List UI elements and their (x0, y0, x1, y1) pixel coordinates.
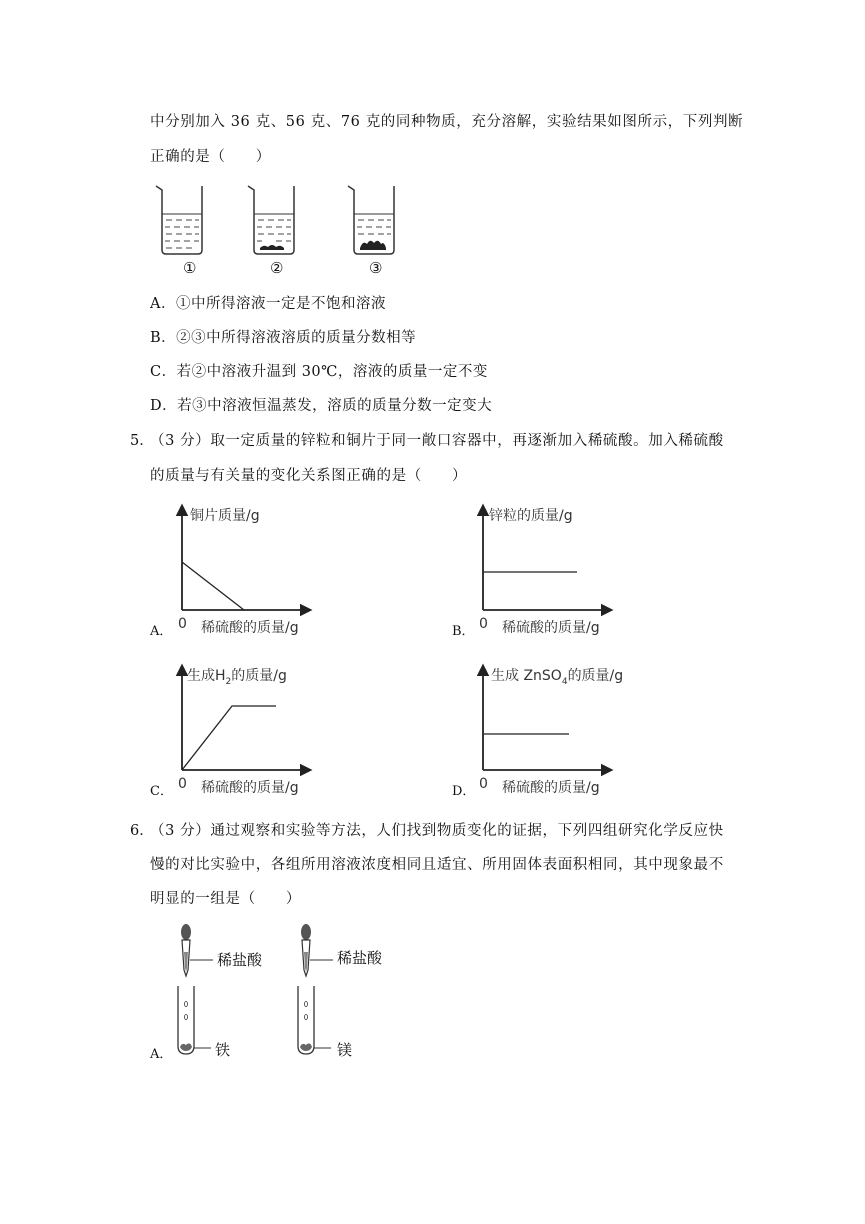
q4-stem-line1: 中分别加入 36 克、56 克、76 克的同种物质，充分溶解，实验结果如图所示，下列判断 (150, 114, 744, 130)
graph-b-origin: 0 (479, 616, 488, 632)
graph-a (170, 500, 340, 640)
graph-c-ylabel-pre: 生成H (187, 668, 226, 684)
test-tubes-figure (165, 918, 405, 1068)
graph-a-letter: A． (150, 624, 173, 639)
graph-c-xlabel: 稀硫酸的质量/g (201, 780, 299, 796)
q6-stem-line2: 慢的对比实验中，各组所用溶液浓度相同且适宜、所用固体表面积相同，其中现象最不 (150, 857, 724, 873)
graph-d-origin: 0 (479, 776, 488, 792)
svg-text:生成 ZnSO4的质量/g (491, 667, 623, 687)
beaker-2 (248, 186, 294, 254)
graph-c (170, 660, 340, 800)
graph-d-ylabel-pre: 生成 ZnSO (491, 668, 562, 684)
beaker-3 (348, 186, 394, 254)
beaker-label-3: ③ (369, 259, 383, 277)
dropper-2-icon (301, 924, 333, 976)
graph-b-ylabel: 锌粒的质量/g (489, 508, 573, 524)
q5-number: 5． (130, 433, 154, 449)
beaker-label-1: ① (183, 259, 197, 277)
graph-c-ylabel-sub: 2 (225, 677, 232, 687)
test-tube-1 (178, 986, 211, 1054)
q6-stem-line3: 明显的一组是（ ） (150, 891, 301, 907)
graph-a-curve (182, 562, 244, 610)
tube-1-metal-label: 铁 (215, 1041, 231, 1059)
graph-c-letter: C． (150, 784, 173, 799)
graph-b-xlabel: 稀硫酸的质量/g (502, 620, 600, 636)
graph-c-ylabel-post: 的质量/g (231, 668, 287, 684)
beaker-1 (156, 186, 202, 254)
graph-a-ylabel: 铜片质量/g (190, 508, 260, 524)
q6-stem-line1: （3 分）通过观察和实验等方法，人们找到物质变化的证据，下列四组研究化学反应快 (150, 823, 724, 839)
q4-stem-line2: 正确的是（ ） (150, 149, 271, 165)
q6-number: 6． (130, 823, 154, 839)
q6-option-a-letter: A． (150, 1047, 173, 1062)
graph-b (471, 500, 641, 640)
graph-d-ylabel-sub: 4 (561, 677, 568, 687)
graph-b-letter: B． (452, 624, 475, 639)
q4-option-b: B．②③中所得溶液溶质的质量分数相等 (150, 330, 417, 346)
tube-2-metal-label: 镁 (337, 1041, 353, 1059)
graph-a-xlabel: 稀硫酸的质量/g (201, 620, 299, 636)
graph-a-origin: 0 (178, 616, 187, 632)
graph-d (471, 660, 641, 800)
graph-c-curve (182, 706, 276, 770)
q4-option-d: D．若③中溶液恒温蒸发，溶质的质量分数一定变大 (150, 398, 493, 414)
graph-d-ylabel-post: 的质量/g (567, 668, 624, 684)
svg-text:生成H2的质量/g (187, 667, 287, 687)
q5-stem-line2: 的质量与有关量的变化关系图正确的是（ ） (150, 468, 468, 484)
q4-option-a: A．①中所得溶液一定是不饱和溶液 (150, 296, 386, 312)
q5-stem-line1: （3 分）取一定质量的锌粒和铜片于同一敞口容器中，再逐渐加入稀硫酸。加入稀硫酸 (150, 433, 724, 449)
tube-1-reagent-label: 稀盐酸 (217, 951, 263, 969)
graph-d-xlabel: 稀硫酸的质量/g (502, 780, 600, 796)
tube-2-reagent-label: 稀盐酸 (337, 949, 383, 967)
beaker-label-2: ② (270, 259, 284, 277)
graph-d-letter: D． (452, 784, 476, 799)
test-tube-2 (298, 986, 331, 1054)
graph-c-origin: 0 (178, 776, 187, 792)
q4-option-c: C．若②中溶液升温到 30℃，溶液的质量一定不变 (150, 364, 488, 380)
dropper-1-icon (181, 924, 213, 976)
